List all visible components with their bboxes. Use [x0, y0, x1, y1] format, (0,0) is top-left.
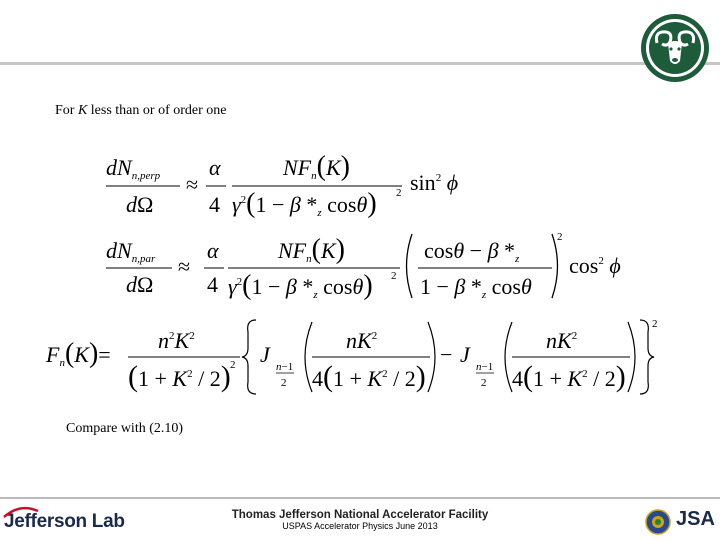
svg-text:dNn,par: dNn,par [106, 238, 156, 265]
facility-name: Thomas Jefferson National Accelerator Facility [231, 509, 489, 521]
svg-text:cos2 ϕ: $\cos^2 \phi$ [569, 253, 621, 278]
equation-par [106, 231, 621, 301]
jsa-logo: JSA [676, 508, 715, 530]
jefferson-lab-logo: Jefferson Lab [4, 511, 125, 533]
equation-fn [45, 318, 658, 394]
svg-text:J: J [260, 342, 270, 367]
svg-text:2: 2 [652, 318, 658, 330]
svg-text:nK2: $nK^2$ [546, 328, 578, 353]
footer-divider [0, 497, 720, 499]
svg-text:≈: ≈ [186, 172, 199, 197]
equation-perp [106, 151, 458, 219]
svg-text:α: α [209, 155, 221, 180]
svg-text:2: 2 [230, 359, 236, 371]
svg-text:Fn(K)=: Fn(K)= [46, 338, 111, 369]
svg-text:2: 2 [396, 187, 402, 199]
svg-text:4: 4 [209, 192, 220, 217]
svg-text:2: 2 [557, 231, 563, 243]
svg-text:sin2 ϕ: $\sin^2 \phi$ [410, 170, 459, 195]
svg-text:dΩ: dΩ [126, 192, 154, 217]
svg-text:2: 2 [481, 377, 487, 389]
svg-text:dNn,perp: dNn,perp [106, 155, 161, 182]
svg-text:2: 2 [281, 377, 287, 389]
svg-text:NFn(K): NFn(K) [278, 234, 345, 265]
svg-text:4(1 + K2 / 2): $4(1 + K^2 / 2)$ [312, 360, 426, 393]
svg-text:n−1: n−1 [476, 361, 494, 373]
svg-text:cosθ − β *z: cosθ − β *z [424, 238, 520, 265]
svg-text:4: 4 [207, 272, 218, 297]
svg-text:J: J [460, 342, 470, 367]
svg-text:n2K2: $n^2K^2$ [158, 328, 195, 353]
svg-text:NFn(K): NFn(K) [283, 151, 350, 182]
svg-text:α: α [207, 238, 219, 263]
footer-course: USPAS Accelerator Physics June 2013 [282, 521, 438, 531]
svg-text:−: − [440, 342, 453, 367]
compare-text: Compare with (2.10) [66, 421, 184, 436]
doe-seal-icon [645, 509, 671, 535]
svg-text:n−1: n−1 [276, 361, 294, 373]
intro-text: For K less than or of order one [55, 103, 227, 118]
svg-text:γ2(1 − β *z cosθ): $\gamma^2(1 - \beta$ *z cosθ) [228, 270, 373, 301]
svg-text:dΩ: dΩ [126, 272, 154, 297]
svg-text:2: 2 [391, 270, 397, 282]
svg-text:(1 + K2 / 2): $(1 + K^2 / 2)$ [128, 360, 231, 393]
svg-text:nK2: $nK^2$ [346, 328, 378, 353]
svg-text:γ2(1 − β *z cosθ): $\gamma^2(1 - \beta$ *z cosθ) [232, 188, 377, 219]
svg-text:≈: ≈ [178, 254, 191, 279]
svg-text:1 − β *z cosθ: 1 − β *z cosθ [420, 274, 532, 301]
svg-text:4(1 + K2 / 2): $4(1 + K^2 / 2)$ [512, 360, 626, 393]
